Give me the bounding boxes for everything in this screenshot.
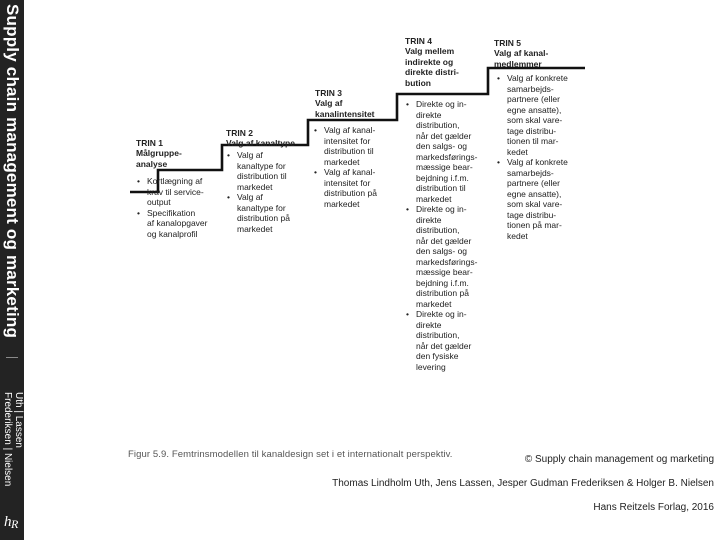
step-3-bullet-1: • Valg af kanal- intensitet for distribution til markedet bbox=[314, 125, 400, 167]
svg-text:R: R bbox=[11, 517, 19, 531]
spine-authors-line-1: Uth | Lassen bbox=[13, 392, 24, 448]
publisher-logo-icon bbox=[1, 508, 23, 532]
step-3-bullets bbox=[314, 125, 400, 209]
step-5-subtitle: Valg af kanal- medlemmer bbox=[494, 48, 549, 69]
step-4-bullet-1: • Direkte og in- direkte distribution, når det gælder den salgs- og markedsførings- mæssige bear- bejdning i.f.m. distribution til markedet bbox=[406, 99, 494, 204]
step-2-subtitle: Valg af kanaltype bbox=[226, 138, 295, 148]
publisher-line: Hans Reitzels Forlag, 2016 bbox=[593, 502, 714, 513]
step-2-bullet-1: • Valg af kanaltype for distribution til markedet bbox=[227, 150, 312, 192]
step-1-bullet-1: • Kortlægning af krav til service- output bbox=[137, 176, 227, 208]
step-4-title: TRIN 4 bbox=[405, 35, 432, 46]
step-2-bullets bbox=[227, 150, 312, 234]
copyright-line: © Supply chain management og marketing bbox=[524, 454, 714, 465]
step-1-heading bbox=[136, 127, 182, 180]
step-1-subtitle: Målgruppe- analyse bbox=[136, 148, 182, 169]
authors-line: Thomas Lindholm Uth, Jens Lassen, Jesper Gudman Frederiksen & Holger B. Nielsen bbox=[332, 478, 714, 489]
step-5-bullet-2: • Valg af konkrete samarbejds- partnere (eller egne ansatte), som skal vare- tage distribu- tionen på mar- kedet bbox=[497, 157, 589, 241]
step-4-bullets bbox=[406, 99, 494, 372]
step-1-bullets bbox=[137, 176, 227, 239]
figure-caption: Figur 5.9. Femtrinsmodellen til kanaldesign set i et internationalt perspektiv. bbox=[128, 449, 453, 460]
spine-authors-line-2: Frederiksen | Nielsen bbox=[2, 392, 13, 487]
publisher-logo bbox=[0, 508, 24, 534]
step-2-bullet-2: • Valg af kanaltype for distribution på markedet bbox=[227, 192, 312, 234]
step-5-bullet-1: • Valg af konkrete samarbejds- partnere (eller egne ansatte), som skal vare- tage distribu- tionen til mar- kedet bbox=[497, 73, 589, 157]
step-4-heading bbox=[405, 25, 459, 99]
step-1-bullet-2: • Specifikation af kanalopgaver og kanalprofil bbox=[137, 208, 227, 240]
credits-block bbox=[332, 448, 714, 520]
step-5-title: TRIN 5 bbox=[494, 37, 521, 48]
step-3-subtitle: Valg af kanalintensitet bbox=[315, 98, 375, 119]
book-title-vertical: Supply chain management og marketing bbox=[3, 4, 22, 339]
step-3-bullet-2: • Valg af kanal- intensitet for distribution på markedet bbox=[314, 167, 400, 209]
step-3-title: TRIN 3 bbox=[315, 87, 342, 98]
svg-text:h: h bbox=[4, 514, 12, 530]
step-4-bullet-2: • Direkte og in- direkte distribution, når det gælder den salgs- og markedsførings- mæssige bear- bejdning i.f.m. distribution på markedet bbox=[406, 204, 494, 309]
step-3-heading bbox=[315, 77, 375, 130]
step-5-heading bbox=[494, 27, 548, 80]
step-4-bullet-3: • Direkte og in- direkte distribution, når det gælder den fysiske levering bbox=[406, 309, 494, 372]
step-1-title: TRIN 1 bbox=[136, 137, 163, 148]
step-2-title: TRIN 2 bbox=[226, 127, 253, 138]
step-4-subtitle: Valg mellem indirekte og direkte distri- bution bbox=[405, 46, 459, 88]
step-5-bullets bbox=[497, 73, 589, 241]
